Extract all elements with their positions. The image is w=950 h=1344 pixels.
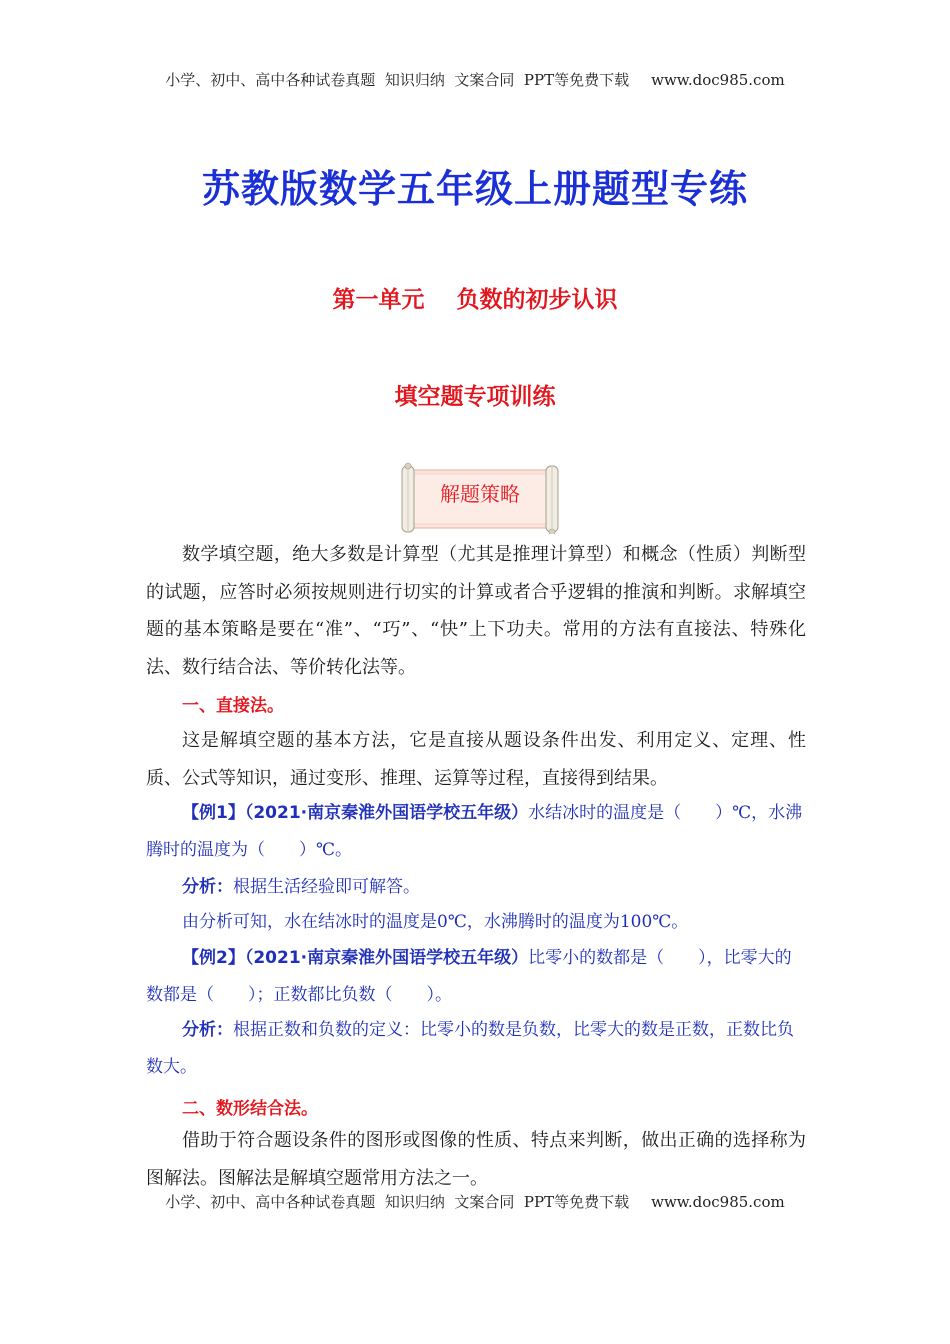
example2 [146, 940, 806, 1014]
example1 [146, 795, 806, 869]
subtitle: 填空题专项训练 [394, 384, 556, 410]
section2-paragraph: 借助于符合题设条件的图形或图像的性质、特点来判断，做出正确的选择称为图解法。图解法是解填空题常用方法之一。 [146, 1130, 806, 1189]
footer-text: 小学、初中、高中各种试卷真题 知识归纳 文案合同 PPT等免费下载 [165, 1193, 630, 1211]
section1-heading: 一、直接法。 [182, 696, 284, 716]
example2-analysis-text: 根据正数和负数的定义：比零小的数是负数，比零大的数是正数，正数比负数大。 [146, 1020, 794, 1077]
unit-title: 第一单元 负数的初步认识 [332, 287, 618, 313]
section1-paragraph: 这是解填空题的基本方法，它是直接从题设条件出发、利用定义、定理、性质、公式等知识，通过变形、推理、运算等过程，直接得到结果。 [146, 730, 806, 789]
section2-heading: 二、数形结合法。 [182, 1099, 318, 1119]
example1-solution: 由分析可知，水在结冰时的温度是0℃，水沸腾时的温度为100℃。 [182, 912, 689, 932]
example2-analysis [146, 1012, 806, 1086]
example1-analysis [146, 869, 806, 906]
page-footer [0, 1191, 950, 1212]
example1-analysis-text: 根据生活经验即可解答。 [233, 877, 420, 897]
footer-site[interactable]: www.doc985.com [651, 1193, 785, 1211]
page-header [0, 69, 950, 90]
header-site[interactable]: www.doc985.com [651, 71, 785, 89]
document-title: 苏教版数学五年级上册题型专练 [201, 167, 748, 211]
example2-analysis-label: 分析： [182, 1020, 233, 1040]
strategy-label: 解题策略 [440, 482, 520, 506]
example2-tag: 【例2】（2021·南京秦淮外国语学校五年级） [182, 948, 529, 968]
example1-analysis-label: 分析： [182, 877, 233, 897]
example1-tag: 【例1】（2021·南京秦淮外国语学校五年级） [182, 803, 529, 823]
intro-paragraph: 数学填空题，绝大多数是计算型（尤其是推理计算型）和概念（性质）判断型的试题，应答时必须按规则进行切实的计算或者合乎逻辑的推演和判断。求解填空题的基本策略是要在“准”、“巧”、“快”上下功夫。常用的方法有直接法、特殊化法、数行结合法、等价转化法等。 [146, 544, 806, 678]
header-text: 小学、初中、高中各种试卷真题 知识归纳 文案合同 PPT等免费下载 [165, 71, 630, 89]
example1-question: 水结冰时的温度是（ ）℃，水沸腾时的温度为（ ）℃。 [146, 803, 803, 860]
example2-question: 比零小的数都是（ ），比零大的数都是（ ）；正数都比负数（ ）。 [146, 948, 792, 1005]
